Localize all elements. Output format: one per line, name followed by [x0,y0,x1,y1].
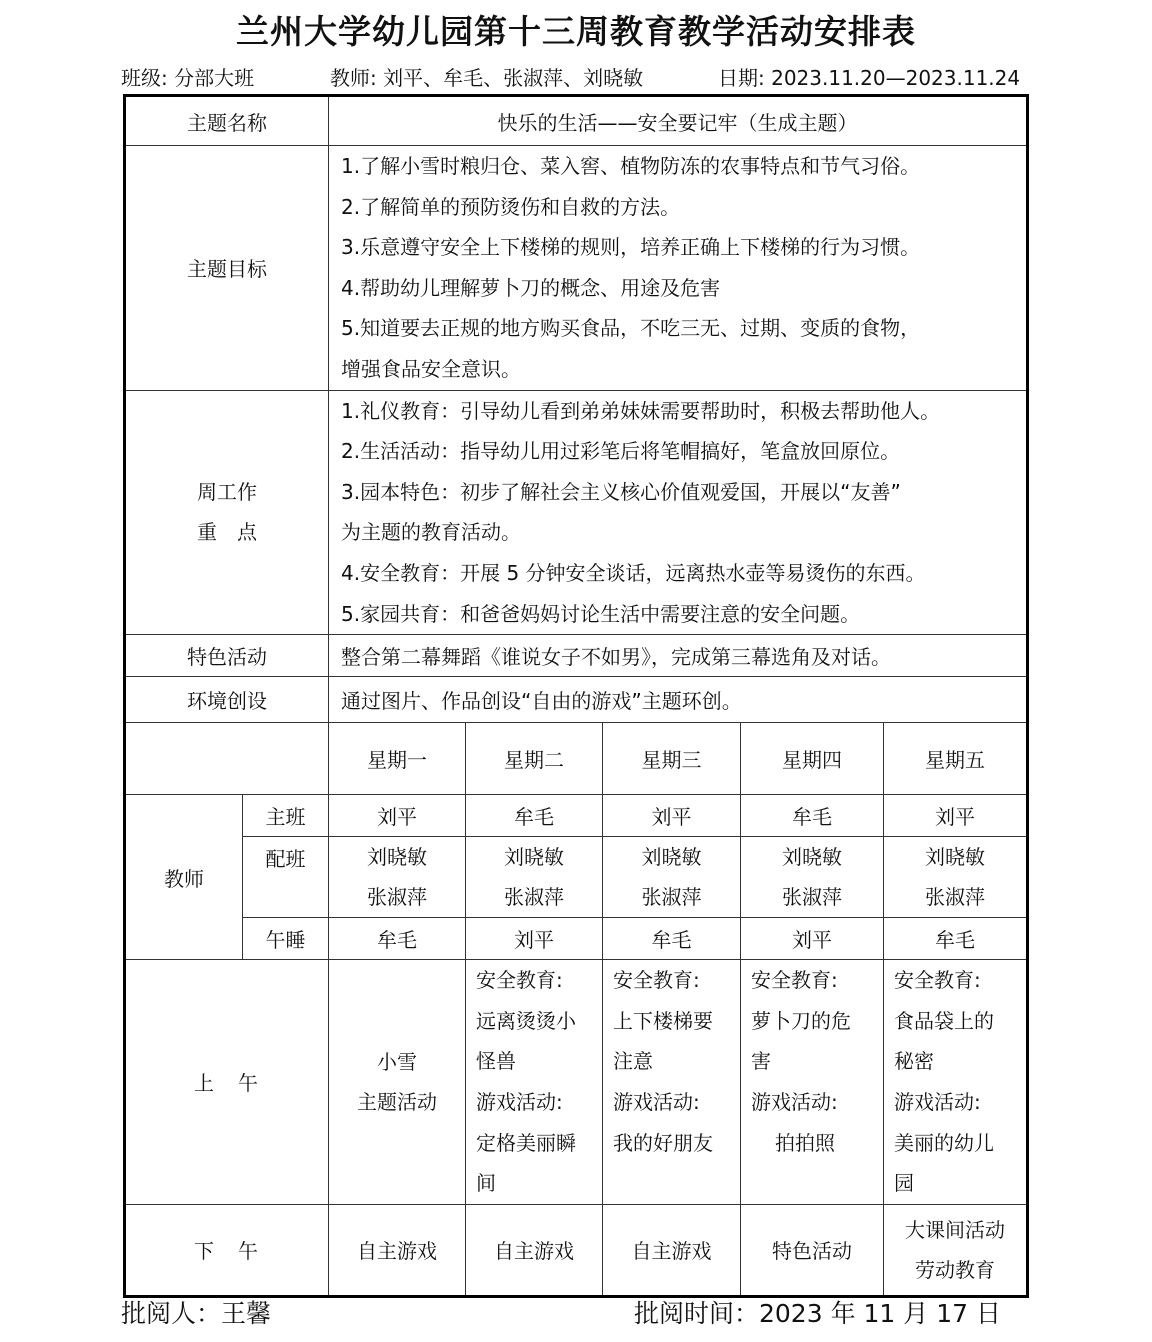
goal-item: 4.帮助幼儿理解萝卜刀的概念、用途及危害 [341,275,721,300]
assist-teacher-name: 张淑萍 [504,885,564,910]
assist-teacher-cell [884,837,1028,918]
assist-teacher-name: 张淑萍 [782,885,842,910]
main-teacher-cell: 刘平 [329,795,466,837]
morning-text-line: 萝卜刀的危 [751,1008,851,1033]
morning-text-line: 安全教育: [476,968,563,993]
focus-label-line2: 重 点 [197,520,257,545]
day-wednesday: 星期三 [603,723,741,795]
morning-monday-line: 小雪 [377,1049,417,1074]
day-header-row [125,723,1028,795]
morning-text-line: 怪兽 [476,1049,516,1074]
day-friday: 星期五 [884,723,1028,795]
morning-text-line: 园 [894,1171,914,1196]
afternoon-cell: 自主游戏 [466,1204,603,1296]
assist-teacher-cell [329,837,466,918]
assist-teacher-name: 刘晓敏 [925,845,986,870]
class-info: 班级: 分部大班 [121,66,255,90]
afternoon-row [125,1204,1028,1296]
morning-text-line: 拍拍照 [775,1130,835,1155]
morning-text-line: 美丽的幼儿 [894,1130,994,1155]
theme-row [125,96,1028,146]
main-teacher-row [125,795,1028,837]
focus-label [125,390,329,635]
special-row [125,635,1028,677]
morning-wednesday [603,960,741,1205]
env-value: 通过图片、作品创设“自由的游戏”主题环创。 [329,677,1028,723]
main-teacher-cell: 牟毛 [741,795,884,837]
goal-item: 5.知道要去正规的地方购买食品，不吃三无、过期、变质的食物， [341,316,921,341]
goal-item: 2.了解简单的预防烫伤和自救的方法。 [341,194,681,219]
assist-teacher-name: 张淑萍 [367,885,427,910]
goals-label: 主题目标 [125,146,329,391]
focus-item: 5.家园共育：和爸爸妈妈讨论生活中需要注意的安全问题。 [341,601,861,626]
assist-teacher-label: 配班 [243,837,329,918]
morning-text-line: 安全教育: [613,968,700,993]
morning-text-line: 秘密 [894,1049,934,1074]
nap-teacher-label: 午睡 [243,918,329,960]
teachers-info: 教师: 刘平、牟毛、张淑萍、刘晓敏 [330,66,644,90]
goal-item: 1.了解小雪时粮归仓、菜入窖、植物防冻的农事特点和节气习俗。 [341,154,921,178]
goals-list [329,146,1028,391]
page-title: 兰州大学幼儿园第十三周教育教学活动安排表 [236,12,916,51]
morning-row [125,960,1028,1205]
special-value: 整合第二幕舞蹈《谁说女子不如男》，完成第三幕选角及对话。 [329,635,1028,677]
focus-label-line1: 周工作 [197,480,257,505]
assist-teacher-cell [741,837,884,918]
nap-teacher-cell: 刘平 [466,918,603,960]
assist-teacher-name: 刘晓敏 [367,845,427,870]
assist-teacher-name: 张淑萍 [925,885,986,910]
morning-thursday [741,960,884,1205]
morning-text-line: 注意 [613,1049,653,1074]
morning-text-line: 间 [476,1171,496,1196]
morning-monday-line: 主题活动 [357,1089,437,1114]
assist-teacher-cell [603,837,741,918]
nap-teacher-row [125,918,1028,960]
theme-label: 主题名称 [125,96,329,146]
env-row [125,677,1028,723]
afternoon-label: 下 午 [125,1204,329,1296]
afternoon-friday-line: 大课间活动 [905,1217,1006,1242]
special-label: 特色活动 [125,635,329,677]
morning-label: 上 午 [125,960,329,1205]
env-label: 环境创设 [125,677,329,723]
assist-teacher-cell [466,837,603,918]
morning-tuesday [466,960,603,1205]
nap-teacher-cell: 刘平 [741,918,884,960]
focus-item: 1.礼仪教育：引导幼儿看到弟弟妹妹需要帮助时，积极去帮助他人。 [341,398,941,423]
goal-item: 增强食品安全意识。 [341,356,521,381]
assist-teacher-name: 张淑萍 [641,885,702,910]
day-header-corner [125,723,329,795]
morning-text-line: 害 [751,1049,771,1074]
focus-item: 为主题的教育活动。 [341,520,521,545]
main-teacher-label: 主班 [243,795,329,837]
assist-teacher-name: 刘晓敏 [504,845,564,870]
afternoon-friday-line: 劳动教育 [915,1257,996,1282]
schedule-table [123,94,1029,1298]
focus-item: 2.生活活动：指导幼儿用过彩笔后将笔帽搞好，笔盒放回原位。 [341,439,901,464]
morning-text-line: 游戏活动: [476,1089,563,1114]
afternoon-cell: 特色活动 [741,1204,884,1296]
morning-text-line: 游戏活动: [613,1089,700,1114]
main-teacher-cell: 牟毛 [466,795,603,837]
morning-text-line: 游戏活动: [894,1089,981,1114]
morning-text-line: 我的好朋友 [613,1130,713,1155]
teacher-section-label: 教师 [125,795,243,960]
main-teacher-cell: 刘平 [603,795,741,837]
morning-monday [329,960,466,1205]
morning-text-line: 定格美丽瞬 [476,1130,576,1155]
afternoon-cell: 自主游戏 [603,1204,741,1296]
assist-teacher-name: 刘晓敏 [782,845,842,870]
morning-text-line: 远离烫烫小 [476,1008,576,1033]
main-teacher-cell: 刘平 [884,795,1028,837]
afternoon-cell: 自主游戏 [329,1204,466,1296]
morning-text-line: 安全教育: [751,968,838,993]
goals-row [125,146,1028,391]
date-info: 日期: 2023.11.20—2023.11.24 [718,66,1021,90]
assist-teacher-row [125,837,1028,918]
morning-text-line: 食品袋上的 [894,1008,994,1033]
day-thursday: 星期四 [741,723,884,795]
reviewer: 批阅人：王馨 [121,1299,272,1328]
assist-teacher-name: 刘晓敏 [641,845,702,870]
morning-text-line: 游戏活动: [751,1089,838,1114]
goal-item: 3.乐意遵守安全上下楼梯的规则，培养正确上下楼梯的行为习惯。 [341,235,921,260]
nap-teacher-cell: 牟毛 [329,918,466,960]
morning-text-line: 安全教育: [894,968,981,993]
morning-text-line: 上下楼梯要 [613,1008,713,1033]
focus-row [125,390,1028,635]
morning-friday [884,960,1028,1205]
nap-teacher-cell: 牟毛 [603,918,741,960]
focus-list [329,390,1028,635]
focus-item: 3.园本特色：初步了解社会主义核心价值观爱国，开展以“友善” [341,479,901,504]
day-monday: 星期一 [329,723,466,795]
nap-teacher-cell: 牟毛 [884,918,1028,960]
day-tuesday: 星期二 [466,723,603,795]
review-time: 批阅时间：2023 年 11 月 17 日 [634,1299,1001,1328]
focus-item: 4.安全教育：开展 5 分钟安全谈话，远离热水壶等易烫伤的东西。 [341,560,926,585]
theme-value: 快乐的生活——安全要记牢（生成主题） [329,96,1028,146]
afternoon-friday [884,1204,1028,1296]
